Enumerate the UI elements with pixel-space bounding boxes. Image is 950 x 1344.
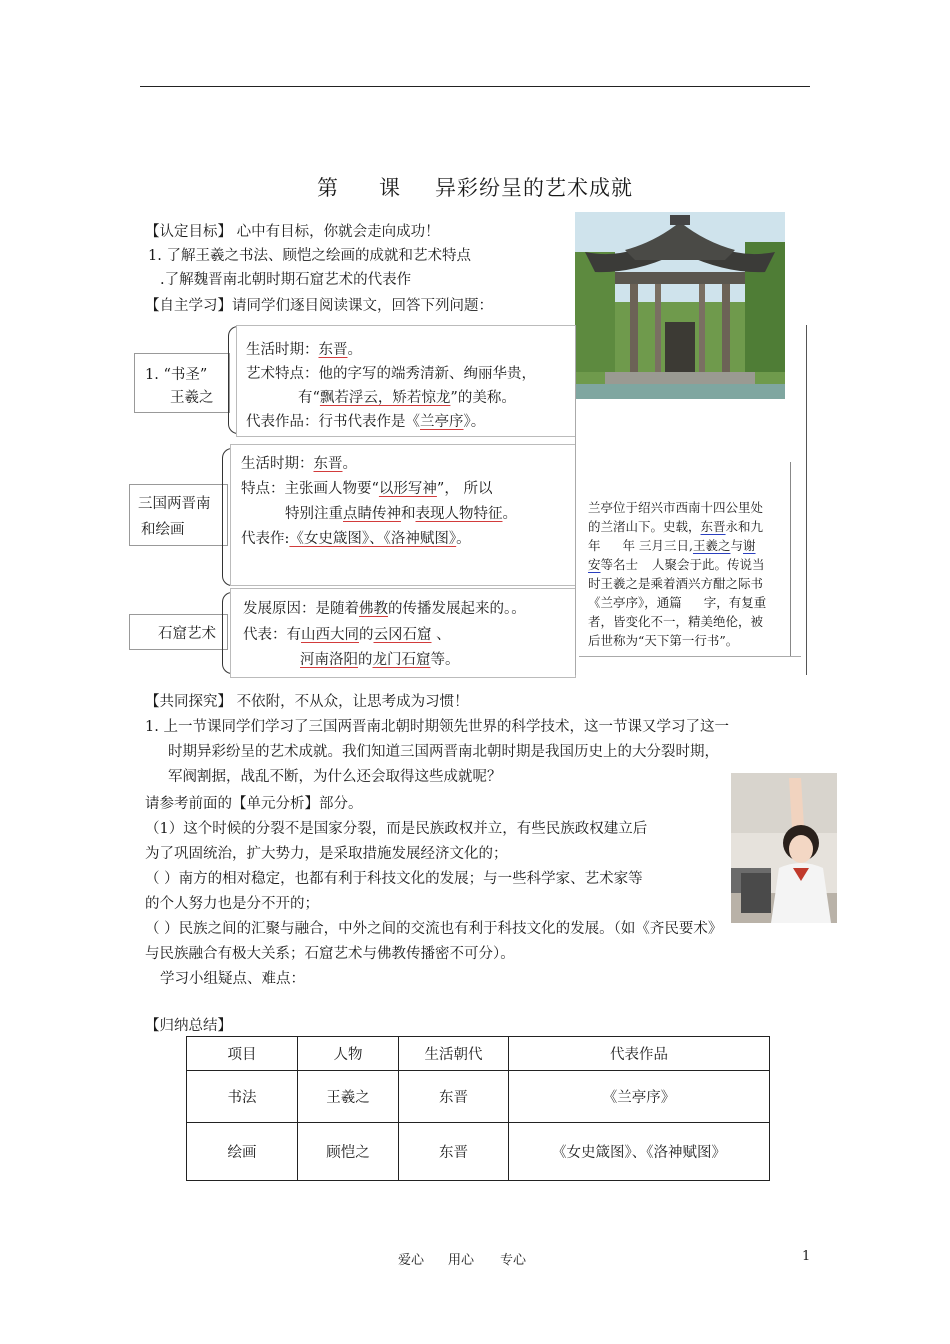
answer-3b: 与民族融合有极大关系；石窟艺术与佛教传播密不可分）。: [145, 946, 515, 962]
answer-1a: （1）这个时候的分裂不是国家分裂，而是民族政权并立，有些民族政权建立后: [145, 821, 648, 837]
calligraphy-work: 代表作品：行书代表作是《兰亭序》。: [246, 414, 486, 430]
group-questions: 学习小组疑点、难点：: [160, 971, 305, 987]
table-header-cell: 代表作品: [509, 1037, 770, 1071]
goal-item-1: 1. 了解王羲之书法、顾恺之绘画的成就和艺术特点: [148, 248, 471, 264]
table-row: [187, 1071, 770, 1123]
explore-question-2: 时期异彩纷呈的艺术成就。我们知道三国两晋南北朝时期是我国历史上的大分裂时期，: [168, 744, 719, 760]
grotto-representative-2: 河南洛阳的龙门石窟等。: [300, 652, 460, 668]
table-header-cell: 项目: [187, 1037, 298, 1071]
summary-header: 【归纳总结】: [145, 1018, 232, 1034]
explore-header: 【共同探究】 不依附，不从众，让思考成为习惯！: [145, 694, 469, 710]
table-cell: 《兰亭序》: [509, 1071, 770, 1123]
header-rule: [140, 86, 810, 87]
table-cell: 王羲之: [298, 1071, 399, 1123]
footer-word-1: 爱心: [398, 1253, 425, 1268]
note-frame-left: [575, 325, 576, 675]
lanting-note: 兰亭位于绍兴市西南十四公里处 的兰渚山下。史载，东晋永和九 年 年 三月三日,王羲之与谢 安等名士 人聚会于此。传说当 时王羲之是乘着酒兴方酣之际书 《兰亭序》，通篇 字，有复重 者，皆变化不一，精美绝伦，被 后世称为“天下第一行书”。: [588, 500, 767, 648]
answer-1b: 为了巩固统治，扩大势力，是采取措施发展经济文化的；: [145, 846, 508, 862]
calligraphy-feature: 艺术特点：他的字写的端秀清新、绚丽华贵，: [246, 366, 536, 382]
summary-table: [186, 1036, 770, 1181]
goals-header: 【认定目标】 心中有目标，你就会走向成功！: [145, 224, 440, 240]
table-header-row: [187, 1037, 770, 1071]
painting-work: 代表作:《女史箴图》、《洛神赋图》。: [241, 531, 471, 547]
explore-reference: 请参考前面的【单元分析】部分。: [145, 796, 363, 812]
painting-period: 生活时期：东晋。: [241, 456, 357, 472]
pavilion-photo: [575, 212, 785, 399]
calligraphy-feature-2: 有“飘若浮云，矫若惊龙”的美称。: [298, 390, 516, 406]
note-bottom-rule: [579, 656, 801, 657]
painting-feature: 特点：主张画人物要“以形写神”， 所以: [241, 481, 493, 497]
painting-feature-2: 特别注重点睛传神和表现人物特征。: [285, 506, 517, 522]
table-cell: 东晋: [399, 1071, 509, 1123]
explore-question-3: 军阀割据，战乱不断，为什么还会取得这些成就呢？: [168, 769, 502, 785]
answer-2a: （ ）南方的相对稳定，也都有利于科技文化的发展；与一些科学家、艺术家等: [145, 871, 643, 887]
table-cell: 绘画: [187, 1123, 298, 1181]
self-study-header: 【自主学习】请同学们逐目阅读课文，回答下列问题：: [145, 298, 493, 314]
footer-word-3: 专心: [500, 1253, 527, 1268]
note-frame-right: [806, 325, 807, 675]
table-header-cell: 生活朝代: [399, 1037, 509, 1071]
calligraphy-label: 1. “书圣”: [145, 367, 208, 383]
goal-item-2: .了解魏晋南北朝时期石窟艺术的代表作: [160, 272, 412, 288]
table-row: [187, 1123, 770, 1181]
page-title: 第 课 异彩纷呈的艺术成就: [317, 176, 633, 200]
answer-2b: 的个人努力也是分不开的；: [145, 896, 319, 912]
calligraphy-period: 生活时期：东晋。: [246, 342, 362, 358]
table-cell: 东晋: [399, 1123, 509, 1181]
footer-word-2: 用心: [448, 1253, 475, 1268]
grotto-representative: 代表：有山西大同的云冈石窟 、: [243, 627, 451, 643]
calligraphy-person: 王羲之: [170, 390, 214, 406]
page-number: 1: [802, 1249, 811, 1264]
student-photo: [731, 773, 837, 923]
explore-question-1: 1. 上一节课同学们学习了三国两晋南北朝时期领先世界的科学技术，这一节课又学习了这一: [145, 719, 729, 735]
grotto-label: 石窟艺术: [158, 626, 216, 642]
table-cell: 顾恺之: [298, 1123, 399, 1181]
painting-label: 三国两晋南: [138, 496, 211, 512]
table-cell: 《女史箴图》、《洛神赋图》: [509, 1123, 770, 1181]
grotto-reason: 发展原因：是随着佛教的传播发展起来的。。: [243, 601, 526, 617]
table-cell: 书法: [187, 1071, 298, 1123]
painting-label-2: 和绘画: [141, 522, 185, 538]
table-header-cell: 人物: [298, 1037, 399, 1071]
answer-3a: （ ）民族之间的汇聚与融合，中外之间的交流也有利于科技文化的发展。（如《齐民要术》: [145, 921, 723, 937]
